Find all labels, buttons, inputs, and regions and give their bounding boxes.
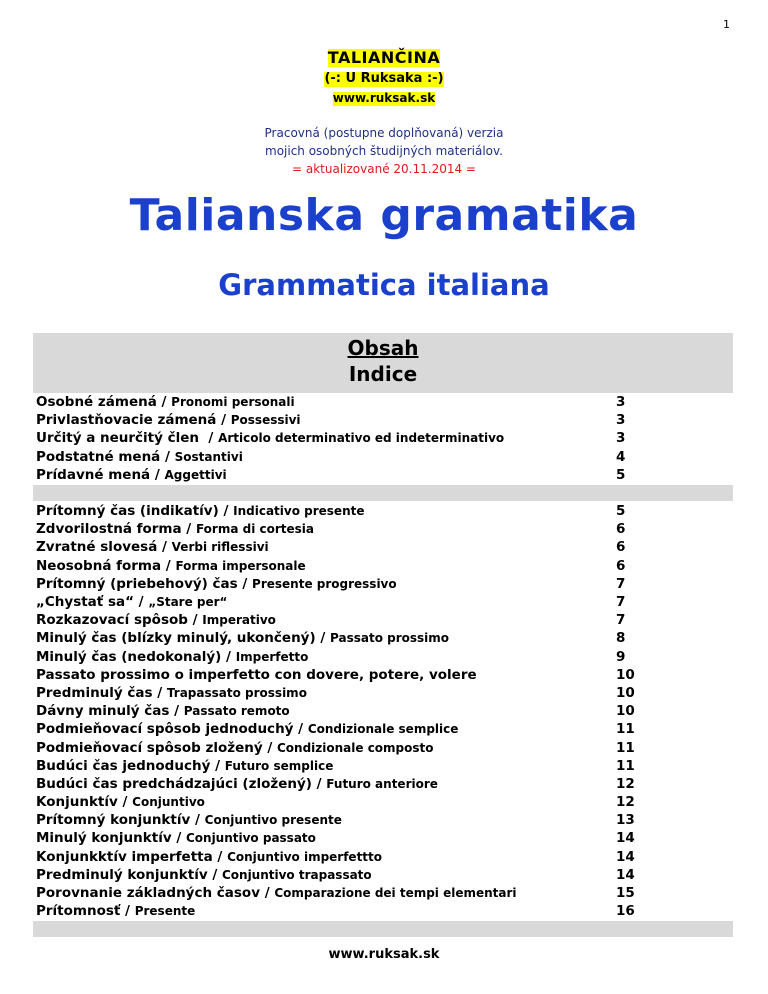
toc-entry-slovak: Privlastňovacie zámená <box>36 412 217 429</box>
toc-entry-slovak: Podmieňovací spôsob zložený <box>36 739 263 756</box>
toc-group-nouns <box>36 393 696 484</box>
toc-entry[interactable] <box>36 611 696 629</box>
toc-entry-separator: / <box>133 594 149 611</box>
toc-entry-page: 6 <box>616 539 626 556</box>
toc-entry-page: 12 <box>616 775 635 792</box>
toc-group-verbs <box>36 502 696 920</box>
toc-entry[interactable] <box>36 884 696 902</box>
toc-entry-page: 3 <box>616 394 626 411</box>
toc-entry-slovak: Neosobná forma <box>36 557 162 574</box>
toc-entry[interactable] <box>36 666 696 684</box>
toc-entry-page: 15 <box>616 885 635 902</box>
toc-entry-slovak: Zdvorilostná forma <box>36 521 182 538</box>
toc-entry-slovak: Podstatné mená <box>36 448 161 465</box>
toc-entry-italian: Conjuntivo imperfettto <box>227 849 383 864</box>
toc-entry[interactable] <box>36 738 696 756</box>
toc-entry[interactable] <box>36 502 696 520</box>
toc-separator-band <box>33 485 733 501</box>
toc-entry-separator: / <box>150 466 165 483</box>
toc-entry-slovak: Konjunktív <box>36 794 118 811</box>
contents-heading: Obsah <box>347 336 419 360</box>
toc-entry-italian: Comparazione dei tempi elementari <box>274 886 517 901</box>
toc-entry[interactable] <box>36 902 696 920</box>
toc-entry-italian: Indicativo presente <box>233 504 365 519</box>
toc-entry-page: 10 <box>616 666 635 683</box>
toc-entry-separator: / <box>161 557 176 574</box>
toc-entry[interactable] <box>36 775 696 793</box>
toc-entry-slovak: Podmieňovací spôsob jednoduchý <box>36 721 294 738</box>
toc-entry-italian: Imperfetto <box>235 649 309 664</box>
header-title: TALIANČINA <box>327 48 441 67</box>
toc-entry[interactable] <box>36 593 696 611</box>
toc-entry-separator: / <box>293 721 308 738</box>
toc-entry-slovak: Konjunkktív imperfetta <box>36 848 213 865</box>
toc-entry-slovak: Určitý a neurčitý člen <box>36 430 200 447</box>
toc-entry-italian: „Stare per“ <box>148 595 228 610</box>
toc-entry-page: 3 <box>616 430 626 447</box>
toc-entry-page: 7 <box>616 594 626 611</box>
toc-entry[interactable] <box>36 866 696 884</box>
toc-entry-separator: / <box>120 903 135 920</box>
toc-entry-slovak: Predminulý konjunktív <box>36 866 208 883</box>
toc-entry-slovak: Porovnanie základných časov <box>36 885 261 902</box>
toc-entry-italian: Trapassato prossimo <box>166 685 307 700</box>
document-header <box>0 48 768 106</box>
toc-entry-slovak: Prítomný konjunktív <box>36 812 191 829</box>
toc-entry-slovak: „Chystať sa“ <box>36 594 134 611</box>
toc-entry[interactable] <box>36 411 696 429</box>
toc-entry-page: 3 <box>616 412 626 429</box>
toc-entry-separator: / <box>311 775 327 792</box>
toc-entry-italian: Sostantivi <box>174 449 243 464</box>
toc-entry-page: 5 <box>616 466 626 483</box>
toc-entry-slovak: Passato prossimo o imperfetto con dovere, potere, volere <box>36 666 477 683</box>
toc-entry-italian: Presente <box>134 904 196 919</box>
toc-entry-page: 6 <box>616 521 626 538</box>
toc-entry[interactable] <box>36 848 696 866</box>
toc-entry-page: 14 <box>616 848 635 865</box>
toc-entry-slovak: Osobné zámená <box>36 394 157 411</box>
toc-entry[interactable] <box>36 829 696 847</box>
toc-entry-separator: / <box>218 503 234 520</box>
toc-entry-italian: Conjuntivo presente <box>204 813 342 828</box>
toc-entry[interactable] <box>36 466 696 484</box>
toc-entry-slovak: Dávny minulý čas <box>36 703 170 720</box>
toc-entry[interactable] <box>36 684 696 702</box>
toc-entry-slovak: Prítomný (priebehový) čas <box>36 575 238 592</box>
intro-note <box>0 124 768 178</box>
toc-entry-page: 12 <box>616 794 635 811</box>
header-subtitle: (-: U Ruksaka :-) <box>324 71 444 87</box>
toc-entry-page: 11 <box>616 757 635 774</box>
toc-entry[interactable] <box>36 702 696 720</box>
toc-entry-italian: Aggettivi <box>164 467 227 482</box>
toc-entry[interactable] <box>36 520 696 538</box>
title-slovak: Talianska gramatika <box>129 190 639 241</box>
toc-entry-slovak: Minulý konjunktív <box>36 830 172 847</box>
toc-entry-italian: Conjuntivo <box>132 795 205 810</box>
toc-entry-separator: / <box>212 848 228 865</box>
toc-entry-slovak: Prítomný čas (indikatív) <box>36 503 219 520</box>
toc-entry-page: 11 <box>616 721 635 738</box>
toc-entry-italian: Verbi riflessivi <box>171 540 269 555</box>
toc-entry-slovak: Minulý čas (blízky minulý, ukončený) <box>36 630 316 647</box>
toc-entry-italian: Possessivi <box>230 413 301 428</box>
toc-entry-italian: Conjuntivo passato <box>185 831 316 846</box>
intro-line-2: mojich osobných študijných materiálov. <box>265 144 503 158</box>
toc-entry-slovak: Minulý čas (nedokonalý) <box>36 648 222 665</box>
toc-entry-separator: / <box>117 794 133 811</box>
contents-subheading: Indice <box>348 362 418 386</box>
toc-entry-italian: Conjuntivo trapassato <box>221 867 372 882</box>
toc-entry[interactable] <box>36 538 696 556</box>
toc-entry-italian: Pronomi personali <box>171 395 295 410</box>
toc-entry[interactable] <box>36 757 696 775</box>
toc-entry-separator: / <box>260 885 275 902</box>
toc-entry-separator: / <box>156 394 172 411</box>
toc-entry-separator: / <box>157 539 172 556</box>
toc-entry-slovak: Prídavné mená <box>36 466 151 483</box>
toc-entry-separator: / <box>169 703 184 720</box>
toc-entry-page: 5 <box>616 503 626 520</box>
toc-entry-separator: / <box>190 812 205 829</box>
footer-url: www.ruksak.sk <box>328 947 440 962</box>
toc-entry-separator: / <box>216 412 231 429</box>
toc-entry-page: 14 <box>616 830 635 847</box>
toc-entry-page: 11 <box>616 739 635 756</box>
toc-entry[interactable] <box>36 575 696 593</box>
toc-entry-separator: / <box>171 830 186 847</box>
toc-entry-separator: / <box>210 757 225 774</box>
toc-entry[interactable] <box>36 429 696 447</box>
toc-entry-separator: / <box>237 575 253 592</box>
toc-entry-page: 4 <box>616 448 626 465</box>
toc-entry-separator: / <box>207 866 222 883</box>
toc-entry-separator: / <box>221 648 236 665</box>
intro-update-date: = aktualizované 20.11.2014 = <box>292 162 476 176</box>
toc-entry-slovak: Prítomnosť <box>36 903 121 920</box>
toc-entry-separator: / <box>181 521 196 538</box>
toc-entry-slovak: Rozkazovací spôsob <box>36 612 188 629</box>
toc-entry-separator: / <box>315 630 331 647</box>
intro-line-1: Pracovná (postupne doplňovaná) verzia <box>264 126 504 140</box>
toc-entry[interactable] <box>36 720 696 738</box>
toc-entry-separator: / <box>152 684 167 701</box>
toc-entry-page: 16 <box>616 903 635 920</box>
toc-entry-page: 13 <box>616 812 635 829</box>
toc-entry-slovak: Budúci čas jednoduchý <box>36 757 211 774</box>
toc-entry-italian: Presente progressivo <box>252 576 397 591</box>
toc-entry-separator: / <box>187 612 203 629</box>
toc-entry-italian: Futuro semplice <box>224 758 334 773</box>
toc-entry-italian: Futuro anteriore <box>326 776 438 791</box>
toc-entry-page: 8 <box>616 630 626 647</box>
toc-entry-italian: Passato remoto <box>183 704 290 719</box>
toc-entry[interactable] <box>36 793 696 811</box>
title-italian: Grammatica italiana <box>218 268 550 302</box>
toc-entry-slovak: Predminulý čas <box>36 684 153 701</box>
toc-entry-italian: Forma di cortesia <box>195 522 314 537</box>
toc-entry[interactable] <box>36 629 696 647</box>
toc-end-band <box>33 921 733 937</box>
contents-heading-band <box>33 333 733 393</box>
toc-entry-separator: / <box>160 448 175 465</box>
toc-entry-slovak: Budúci čas predchádzajúci (zložený) <box>36 775 312 792</box>
toc-entry-page: 7 <box>616 575 626 592</box>
toc-entry-italian: Passato prossimo <box>330 631 450 646</box>
toc-entry-separator: / <box>199 430 219 447</box>
toc-entry[interactable] <box>36 557 696 575</box>
toc-entry-separator: / <box>262 739 277 756</box>
toc-entry-italian: Imperativo <box>202 613 276 628</box>
toc-entry-page: 7 <box>616 612 626 629</box>
toc-entry-italian: Forma impersonale <box>175 558 306 573</box>
page-number: 1 <box>723 18 730 31</box>
toc-entry-slovak: Zvratné slovesá <box>36 539 158 556</box>
toc-entry-page: 9 <box>616 648 626 665</box>
toc-entry[interactable] <box>36 811 696 829</box>
toc-entry[interactable] <box>36 393 696 411</box>
toc-entry-page: 10 <box>616 684 635 701</box>
toc-entry[interactable] <box>36 648 696 666</box>
toc-entry[interactable] <box>36 448 696 466</box>
header-url: www.ruksak.sk <box>332 91 436 106</box>
toc-entry-italian: Condizionale semplice <box>307 722 459 737</box>
toc-entry-page: 10 <box>616 703 635 720</box>
toc-entry-page: 6 <box>616 557 626 574</box>
toc-entry-page: 14 <box>616 866 635 883</box>
toc-entry-italian: Condizionale composto <box>276 740 434 755</box>
toc-entry-italian: Articolo determinativo ed indeterminativo <box>218 431 505 446</box>
